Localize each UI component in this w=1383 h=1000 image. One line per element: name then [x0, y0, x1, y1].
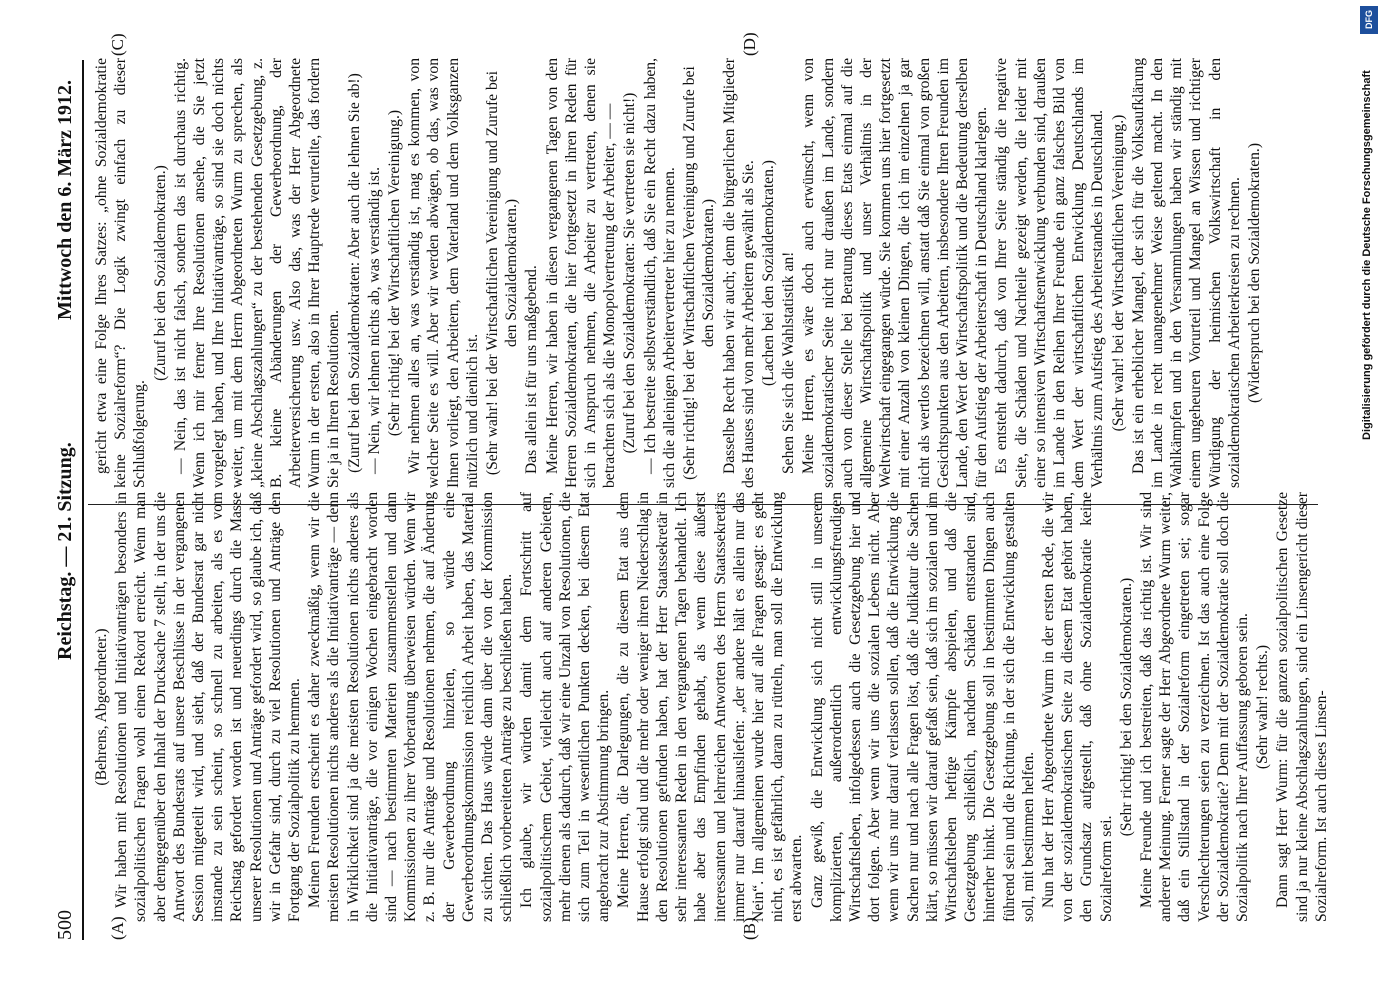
paragraph: Meine Herren, die Darlegungen, die zu diesem Etat aus dem Hause erfolgt sind und die mehr oder weniger ihren Niederschlag in den Resolutionen gefunden haben, hat der Herr Staatssekretär in sehr interessanten Reden in den vergangenen Tagen behandelt. Ich habe aber das Empfinden gehabt, als wenn diese äußerst interessanten und lehrreichen Antworten des Herrn Staatssekretärs immer nur darauf hinausliefen: „der andere hält es allein nur das Nein“. Im allgemeinen wurde hier auf alle Fragen gesagt: es geht nicht, es ist gefährlich, daran zu rütteln, man soll die Entwicklung erst abwarten.	[615, 492, 806, 922]
paragraph: Es entsteht dadurch, daß von Ihrer Seite ständig die negative Seite, die Schäden und Nachteile gezeigt werden, die leider mit einer so intensiven Wirtschaftsentwicklung verbunden sind, draußen im Lande in den Reihen Ihrer Freunde ein ganz falsches Bild von dem Wert der wirtschaftlichen Entwicklung Deutschlands im Verhältnis zum Aufstieg des Arbeiterstandes in Deutschland.	[993, 58, 1107, 488]
page-number: 500	[54, 910, 76, 940]
paragraph: (Sehr wahr! bei der Wirtschaftlichen Vereinigung.)	[1109, 114, 1127, 432]
paragraph: Das ist ein erheblicher Mangel, der sich für die Volksaufklärung im Lande in recht unangenehmer Weise geltend macht. In den Wahlkämpfen und in den Versammlungen haben wir ständig mit einem ungeheuren Vorurteil und Mangel an Wissen und richtiger Würdigung der heimischen Volkswirtschaft in den sozialdemokratischen Arbeiterkreisen zu rechnen.	[1129, 58, 1243, 488]
margin-marker-b: (B)	[740, 917, 759, 940]
margin-marker-a: (A)	[108, 916, 127, 940]
paragraph: Nun hat der Herr Abgeordnete Wurm in der ersten Rede, die wir von der sozialdemokratischen Seite zu diesem Etat gehört haben, den Grundsatz aufgestellt, daß ohne Sozialdemokratie keine Sozialreform sei.	[1039, 492, 1115, 922]
paragraph: — Nein, das ist nicht falsch, sondern das ist durchaus richtig. Wenn ich mir ferner Ihre Resolutionen ansehe, die Sie jetzt vorgelegt haben, und Ihre Initiativanträge, so sind sie doch nichts weiter, um mit dem Herrn Abgeordneten Wurm zu sprechen, als „kleine Abschlagszahlungen“ zu der bestehenden Gesetzgebung, z. B. kleine Abänderungen der Gewerbeordnung, der Arbeiterversicherung usw. Also das, was der Herr Abgeordnete Wurm in der ersten, also in Ihrer Hauptrede verurteilte, das fordern Sie ja in Ihren Resolutionen.	[171, 58, 343, 488]
paragraph: — Nein, wir lehnen nichts ab, was verständig ist.	[365, 166, 383, 474]
paragraph: (Zuruf bei den Sozialdemokraten: Sie vertreten sie nicht!)	[621, 92, 639, 454]
paragraph: (Sehr richtig! bei den Sozialdemokraten.)	[1117, 577, 1135, 837]
paragraph: (Sehr richtig! bei der Wirtschaftlichen Vereinigung.)	[386, 109, 404, 437]
paragraph: Meine Freunde und ich bestreiten, daß das richtig ist. Wir sind anderer Meinung. Ferner sagte der Herr Abgeordnete Wurm weiter, daß ein Stillstand in der Sozialreform eingetreten sei; sogar Verschlechterungen seien zu verzeichnen. Ist das auch eine Folge der Sozialdemokratie? Denn mit der Sozialdemokratie soll doch die Sozialpolitik nach Ihrer Auffassung geboren sein.	[1137, 492, 1251, 922]
paragraph: (Zuruf bei den Sozialdemokraten: Aber auch die lehnen Sie ab!)	[345, 73, 363, 473]
dfg-watermark	[1359, 6, 1379, 994]
paragraph: — Ich bestreite selbstverständlich, daß Sie ein Recht dazu haben, sich die alleinigen Arbeitervertreter hier zu nennen.	[641, 58, 678, 488]
paragraph: (Lachen bei den Sozialdemokraten.)	[759, 160, 777, 387]
text-column-right	[92, 58, 1265, 488]
paragraph: Ich glaube, wir würden damit dem Fortschritt auf sozialpolitischem Gebiet, vielleicht auch auf anderen Gebieten, mehr dienen als dadurch, daß wir eine Unzahl von Resolutionen, die sich zum Teil in wesentlichen Punkten decken, bei diesem Etat angebracht zur Abstimmung bringen.	[518, 492, 613, 922]
paragraph: Wir nehmen alles an, was verständig ist, mag es kommen, von welcher Seite es will. Aber wir werden abwägen, ob das, was von Ihnen vorliegt, den Arbeitern, dem Vaterland und dem Volksganzen nützlich und dienlich ist.	[406, 58, 481, 488]
header-right-title: Mittwoch den 6. März 1912.	[54, 80, 76, 320]
page-header	[50, 60, 84, 940]
paragraph: Ganz gewiß, die Entwicklung sich nicht still in unserem komplizierten, außerordentlich entwicklungsfreudigen Wirtschaftsleben, infolgedessen auch die Gesetzgebung hier und dort folgen. Aber wenn wir uns die sozialen Lebens nicht. Aber wenn wir uns nur darauf verlassen sollen, daß die Entwicklung die Sachen nur und nach alle Fragen löst, daß die Judikatur die Sachen klärt, so müssen wir darauf gefaßt sein, daß sich im sozialen und im Wirtschaftsleben heftige Kämpfe abspielen, und daß die Gesetzgebung schließlich, nachdem Schäden entstanden sind, hinterher hinkt. Die Gesetzgebung soll in bestimmten Dingen auch führend sein und die Richtung, in der sich die Entwicklung gestalten soll, mit bestimmen helfen.	[808, 492, 1037, 922]
paragraph: (Behrens, Abgeordneter.)	[93, 628, 110, 786]
paragraph: (Widerspruch bei den Sozialdemokraten.)	[1245, 142, 1263, 404]
paragraph: gericht etwa eine Folge Ihres Satzes: „ohne Sozialdemokratie keine Sozialreform“? Die Logik zwingt einfach zu dieser Schlußfolgerung.	[93, 58, 149, 488]
paragraph: Sehen Sie sich die Wahlstatistik an!	[780, 251, 798, 474]
margin-marker-d: (D)	[740, 32, 759, 56]
paragraph: (Sehr richtig! bei der Wirtschaftlichen Vereinigung und Zurufe bei den Sozialdemokraten.)	[681, 66, 718, 480]
paragraph: (Zuruf bei den Sozialdemokraten.)	[151, 165, 169, 381]
paragraph: Dasselbe Recht haben wir auch; denn die bürgerlichen Mitglieder des Hauses sind von mehr Arbeitern gewählt als Sie.	[720, 58, 757, 488]
paragraph: Meinen Freunden erscheint es daher zweckmäßig, wenn wir die meisten Resolutionen nichts anderes als die Initiativanträge — denn in Wirklichkeit sind ja die meisten Resolutionen nichts anderes als die Initiativanträge, die vor einigen Wochen eingebracht worden sind — nach bestimmten Materien zusammenstellen und dann Kommissionen zu ihrer Vorberatung überweisen würden. Wenn wir z. B. nur die Anträge und Resolutionen nehmen, die auf Änderung der Gewerbeordnung hinzielen, so würde eine Gewerbeordnungskommission reichlich Arbeit haben, das Material zu sichten. Das Haus würde dann über die von der Kommission schließlich vorbereiteten Anträge zu beschließen haben.	[306, 492, 516, 922]
paragraph: Das allein ist für uns maßgebend.	[523, 265, 541, 474]
header-left-title: Reichstag. — 21. Sitzung.	[54, 442, 76, 660]
paragraph: Meine Herren, wir haben in diesen vergangenen Tagen von den Herren Sozialdemokraten, die hier fortgesetzt in ihren Reden für sich in Anspruch nehmen, die Arbeiter zu vertreten, denen sie betrachten sich als die Monopolvertretung der Arbeiter, — —	[543, 58, 619, 488]
paragraph: Meine Herren, es wäre doch auch erwünscht, wenn von sozialdemokratischer Seite nicht nur draußen im Lande, sondern auch von dieser Stelle bei Beratung dieses Etats einmal auf die allgemeine Wirtschaftspolitik und unser Verhältnis in der Weltwirtschaft eingegangen würde. Sie kommen uns hier fortgesetzt mit einer Anzahl von kleinen Dingen, die ich im einzelnen ja gar nicht als wertlos bezeichnen will, anstatt daß Sie einmal von großen Gesichtspunkten aus den Arbeitern, insbesondere Ihren Freunden im Lande, den Wert der Wirtschaftspolitik und die Bedeutung derselben für den Aufstieg der Arbeiterschaft in Deutschland klarlegen.	[800, 58, 991, 488]
dfg-credit-text: Digitalisierung gefördert durch die Deutsche Forschungsgemeinschaft	[1361, 70, 1373, 440]
paragraph: Dann sagt Herr Wurm: für die ganzen sozialpolitischen Gesetze sind ja nur kleine Abschlagszahlungen, sind ein Linsengericht dieser Sozialreform. Ist auch dieses Linsen-	[1274, 492, 1330, 922]
dfg-logo: DFG	[1360, 6, 1378, 34]
margin-marker-c: (C)	[108, 33, 127, 56]
paragraph: (Sehr wahr! bei der Wirtschaftlichen Vereinigung und Zurufe bei den Sozialdemokraten.)	[484, 70, 521, 476]
text-column-left	[92, 492, 1332, 922]
paragraph: Wir haben mit Resolutionen und Initiativanträgen besonders in sozialpolitischen Fragen wohl einen Rekord erreicht. Wenn man aber demgegenüber den Inhalt der Drucksache 7 stellt, in der uns die Antwort des Bundesrats auf unsere Beschlüsse in der vergangenen Session mitgeteilt wird, und sieht, daß der Bundesrat gar nicht imstande zu sein scheint, so schnell zu arbeiten, als es vom Reichstag gefordert worden ist und neuerdings durch die Masse unserer Resolutionen und Anträge gefordert wird, so glaube ich, daß wir in Gefahr sind, durch zu viel Resolutionen und Anträge den Fortgang der Sozialpolitik zu hemmen.	[113, 492, 304, 922]
paragraph: (Sehr wahr! rechts.)	[1254, 644, 1272, 770]
